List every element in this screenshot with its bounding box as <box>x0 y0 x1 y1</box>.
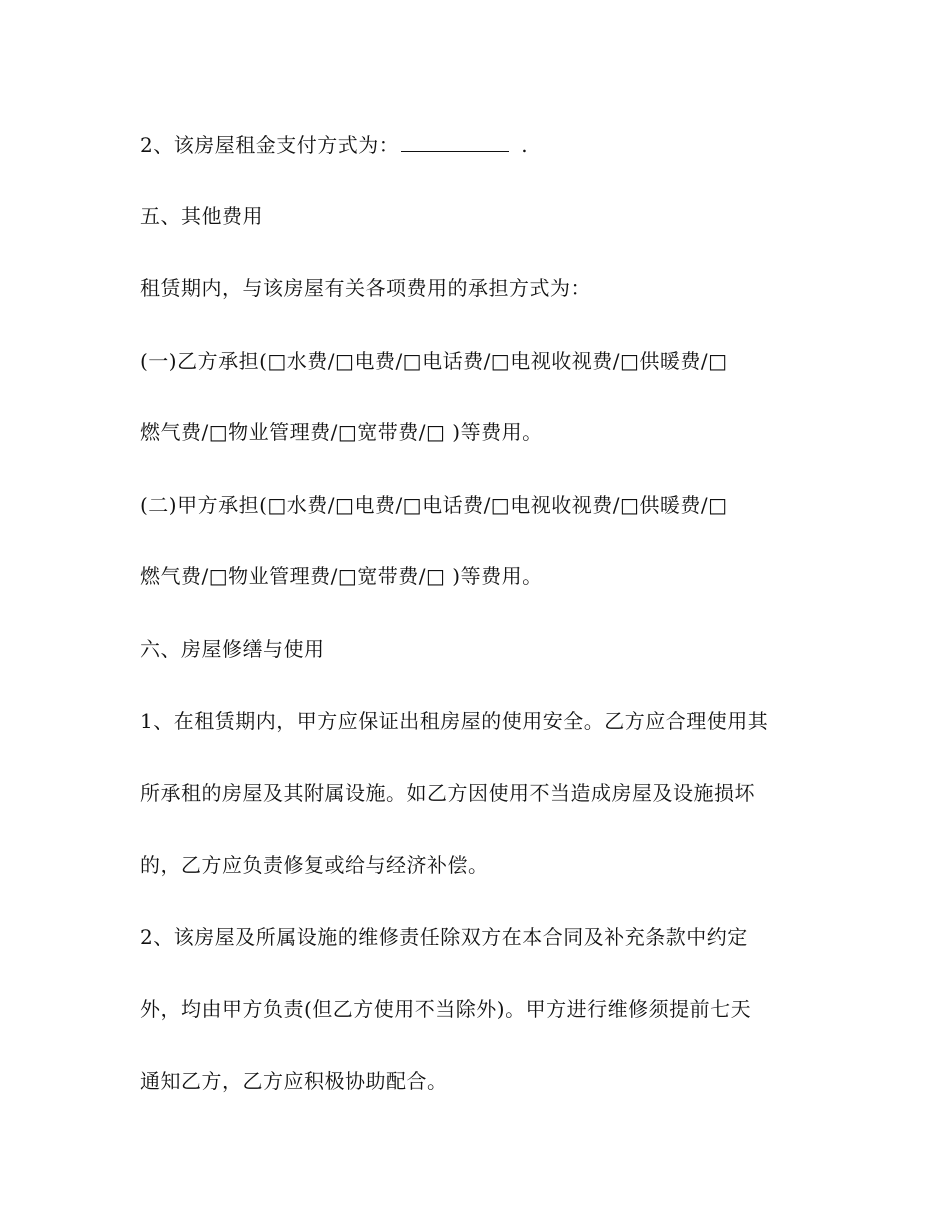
fee-item-landlord-line2: 燃气费/□物业管理费/□宽带费/□ )等费用。 <box>140 564 543 588</box>
repair-clause1-line3: 的，乙方应负责修复或给与经济补偿。 <box>140 853 489 877</box>
payment-method-label: 2、该房屋租金支付方式为： <box>140 133 400 157</box>
repair-clause2-line2: 外，均由甲方负责(但乙方使用不当除外)。甲方进行维修须提前七天 <box>140 997 752 1021</box>
repair-clause1-line1: 1、在租赁期内，甲方应保证出租房屋的使用安全。乙方应合理使用其 <box>140 709 769 733</box>
fee-item-tenant-line2: 燃气费/□物业管理费/□宽带费/□ )等费用。 <box>140 420 543 444</box>
payment-method-line <box>140 133 840 157</box>
payment-method-blank <box>401 137 509 152</box>
repair-clause1-line2: 所承租的房屋及其附属设施。如乙方因使用不当造成房屋及设施损坏 <box>140 781 755 805</box>
fee-item-tenant-line1: (一)乙方承担(□水费/□电费/□电话费/□电视收视费/□供暖费/□ <box>140 349 728 373</box>
fee-item-landlord-line1: (二)甲方承担(□水费/□电费/□电话费/□电视收视费/□供暖费/□ <box>140 493 728 517</box>
fees-intro: 租赁期内，与该房屋有关各项费用的承担方式为： <box>140 276 591 300</box>
payment-method-period: . <box>521 133 529 157</box>
section-title-repair-use: 六、房屋修缮与使用 <box>140 637 325 661</box>
section-title-other-fees: 五、其他费用 <box>140 204 263 228</box>
repair-clause2-line3: 通知乙方，乙方应积极协助配合。 <box>140 1069 448 1093</box>
repair-clause2-line1: 2、该房屋及所属设施的维修责任除双方在本合同及补充条款中约定 <box>140 925 748 949</box>
